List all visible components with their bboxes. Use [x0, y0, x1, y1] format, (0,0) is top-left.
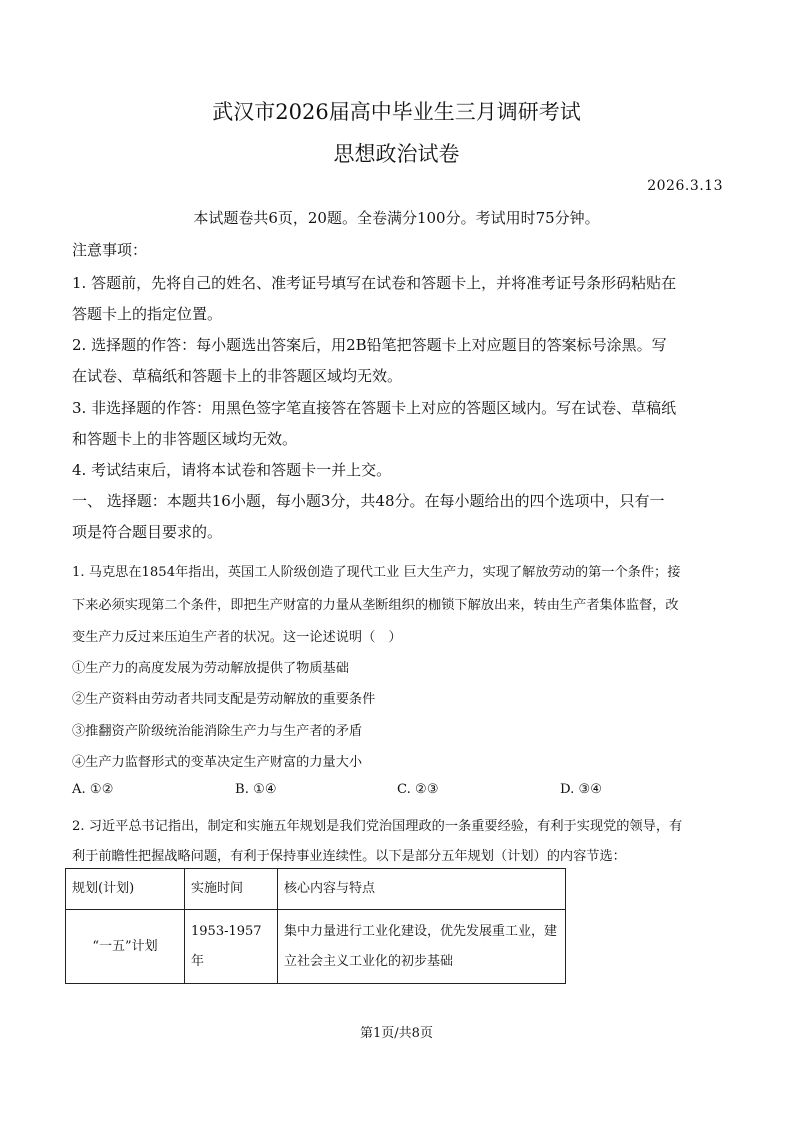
exam-title: 武汉市2026届高中毕业生三月调研考试 — [212, 100, 581, 124]
table-cell: “一五”计划 — [66, 910, 185, 984]
question-1-item: ②生产资料由劳动者共同支配是劳动解放的重要条件 — [72, 692, 376, 707]
question-1-stem: 变生产力反过来压迫生产者的状况。这一论述说明（ ） — [72, 630, 402, 645]
table-cell: 1953-1957年 — [185, 910, 278, 984]
exam-date: 2026.3.13 — [647, 178, 723, 194]
question-1-item: ④生产力监督形式的变革决定生产财富的力量大小 — [72, 755, 363, 770]
notes-heading: 注意事项： — [72, 241, 148, 259]
notes-line: 3. 非选择题的作答：用黑色签字笔直接答在答题卡上对应的答题区域内。写在试卷、草稿纸 — [72, 399, 677, 417]
question-1-item: ③推翻资产阶级统治能消除生产力与生产者的矛盾 — [72, 724, 363, 739]
question-1-option-c: C. ②③ — [397, 782, 439, 797]
notes-line: 1. 答题前，先将自己的姓名、准考证号填写在试卷和答题卡上，并将准考证号条形码粘贴在 — [72, 274, 677, 292]
question-2-stem: 利于前瞻性把握战略问题，有利于保持事业连续性。以下是部分五年规划（计划）的内容节选： — [72, 849, 626, 864]
notes-line: 在试卷、草稿纸和答题卡上的非答题区域均无效。 — [72, 367, 403, 385]
table-header-cell: 规划(计划) — [66, 869, 185, 910]
table-header-cell: 实施时间 — [185, 869, 278, 910]
table-cell: 集中力量进行工业化建设，优先发展重工业，建立社会主义工业化的初步基础 — [278, 910, 566, 984]
question-1-option-a: A. ①② — [72, 782, 114, 797]
notes-line: 2. 选择题的作答：每小题选出答案后，用2B铅笔把答题卡上对应题目的答案标号涂黑。写 — [72, 336, 667, 354]
question-1-option-b: B. ①④ — [235, 782, 277, 797]
section-heading: 一、 选择题：本题共16小题，每小题3分，共48分。在每小题给出的四个选项中，只有一 — [72, 492, 665, 510]
table-header-row — [66, 869, 566, 910]
section-heading: 项是符合题目要求的。 — [72, 523, 223, 541]
question-1-stem: 1. 马克思在1854年指出，英国工人阶级创造了现代工业 巨大生产力，实现了解放劳动的第一个条件；接 — [72, 565, 681, 580]
notes-line: 答题卡上的指定位置。 — [72, 305, 223, 323]
five-year-plan-table — [65, 868, 566, 984]
table-header-cell: 核心内容与特点 — [278, 869, 566, 910]
question-1-option-d: D. ③④ — [560, 782, 603, 797]
subject-title: 思想政治试卷 — [333, 142, 460, 166]
table-row — [66, 910, 566, 984]
question-1-stem: 下来必须实现第二个条件，即把生产财富的力量从垄断组织的枷锁下解放出来，转由生产者集体监督，改 — [72, 598, 679, 613]
question-1-item: ①生产力的高度发展为劳动解放提供了物质基础 — [72, 661, 349, 676]
question-2-stem: 2. 习近平总书记指出，制定和实施五年规划是我们党治国理政的一条重要经验，有利于实现党的领导，有 — [72, 819, 683, 834]
notes-line: 和答题卡上的非答题区域均无效。 — [72, 430, 298, 448]
notes-line: 4. 考试结束后，请将本试卷和答题卡一并上交。 — [72, 461, 392, 479]
page-number: 第1页/共8页 — [360, 1026, 433, 1041]
exam-intro: 本试题卷共6页，20题。全卷满分100分。考试用时75分钟。 — [193, 209, 600, 227]
